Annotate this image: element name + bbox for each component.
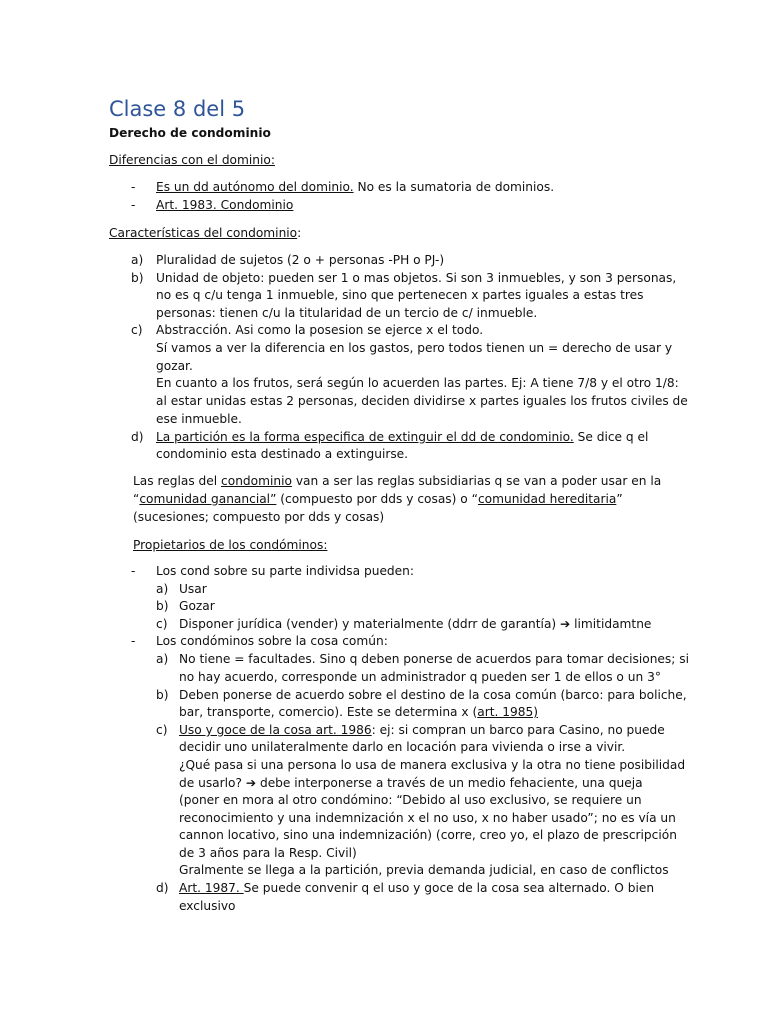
inline-link: comunidad ganancial” [139,492,277,506]
list-marker: - [131,564,136,578]
list-item-line: no es q c/u tenga 1 inmueble, sino que pertenecen x partes iguales a estas tres [156,288,644,302]
list-item-line: Gralmente se llega a la partición, previa demanda judicial, en caso de conflictos [179,863,669,877]
section-heading-diferencias: Diferencias con el dominio: [109,153,275,167]
list-item: Los condóminos sobre la cosa común: [156,634,388,648]
list-item-line: ¿Qué pasa si una persona lo usa de manera exclusiva y la otra no tiene posibilidad [179,758,686,772]
list-marker: - [131,198,136,212]
inline-link: Uso y goce de la cosa art. 1986 [179,723,372,737]
paragraph-line [133,491,623,509]
list-item-line: exclusivo [179,899,236,913]
list-item-line: reconocimiento y una indemnización x el no uso, x no haber usado”; no es vía un [179,811,676,825]
text-run: Las reglas del [133,474,222,488]
list-marker: d) [131,430,144,444]
list-item-line: (poner en mora al otro condómino: “Debido al uso exclusivo, se requiere un [179,793,642,807]
list-item-line: al estar unidas estas 2 personas, deciden dividirse x partes iguales los frutos civiles de [156,394,688,408]
list-item: Gozar [179,599,215,613]
list-item-line: Abstracción. Asi como la posesion se ejerce x el todo. [156,323,484,337]
list-marker: a) [131,253,144,267]
list-item-line [179,880,654,898]
list-item-line [179,704,538,722]
text-run: Disponer jurídica (vender) y materialmente (ddrr de garantía) [179,617,561,631]
list-item-line: ese inmueble. [156,412,242,426]
inline-link: Art. 1987. [179,881,244,895]
heading-colon: : [297,226,302,240]
list-marker: a) [156,582,169,596]
list-item-line: personas: tienen c/u la titularidad de un tercio de c/ inmueble. [156,306,538,320]
inline-link: art. 1985) [477,705,539,719]
text-run: Se puede convenir q el uso y goce de la cosa sea alternado. O bien [243,881,655,895]
list-item-line: condominio esta destinado a extinguirse. [156,447,409,461]
text-run: : ej: si compran un barco para Casino, no puede [371,723,665,737]
arrow-icon: ➔ [560,617,571,631]
list-item [156,179,554,197]
list-marker: b) [156,599,169,613]
text-run: limitidamtne [570,617,652,631]
text-run: debe interponerse a través de un medio fehaciente, una queja [256,776,643,790]
list-item: Los cond sobre su parte individsa pueden: [156,564,415,578]
list-item-line: Unidad de objeto: pueden ser 1 o mas objetos. Si son 3 inmuebles, y son 3 personas, [156,271,677,285]
list-item-line: decidir uno unilateralmente darlo en locación para vivienda o irse a vivir. [179,740,626,754]
list-item-line: no hay acuerdo, corresponde un administrador q pueden ser 1 de ellos o un 3° [179,670,661,684]
page-title: Clase 8 del 5 [109,97,246,121]
list-item: Usar [179,582,207,596]
list-item-line: Sí vamos a ver la diferencia en los gastos, pero todos tienen un = derecho de usar y [156,341,673,355]
section-heading-propietarios: Propietarios de los condóminos: [133,538,328,552]
list-marker: c) [156,617,168,631]
text-run: ” [616,492,623,506]
inline-link: comunidad hereditaria [477,492,617,506]
arrow-icon: ➔ [245,776,257,790]
list-marker: a) [156,652,169,666]
list-item-line [156,429,648,447]
list-marker: c) [156,723,168,737]
list-item-line: En cuanto a los frutos, será según lo acuerden las partes. Ej: A tiene 7/8 y el otro 1/8: [156,376,679,390]
list-marker: - [131,180,136,194]
list-marker: c) [131,323,143,337]
list-item-line: cannon locativo, sino una indemnización) (corre, creo yo, el plazo de prescripción [179,828,677,842]
paragraph-line [133,473,661,491]
section-heading-caracteristicas [109,225,301,243]
list-item-text: Se dice q el [573,430,649,444]
text-run: de usarlo? [179,776,246,790]
inline-link: Es un dd autónomo del dominio. [156,180,354,194]
list-marker: - [131,634,136,648]
text-run: van a ser las reglas subsidiarias q se van a poder usar en la [291,474,662,488]
list-item-line: No tiene = facultades. Sino q deben ponerse de acuerdos para tomar decisiones; si [179,652,689,666]
inline-link: La partición es la forma especifica de extinguir el dd de condominio. [156,430,574,444]
text-run: “ [133,492,140,506]
list-item-line [179,775,643,793]
list-item-line: gozar. [156,359,193,373]
list-marker: b) [131,271,144,285]
list-marker: d) [156,881,169,895]
heading-link: Características del condominio [109,226,298,240]
inline-link: condominio [221,474,292,488]
list-item: Pluralidad de sujetos (2 o + personas -PH o PJ-) [156,253,445,267]
list-item-link: Art. 1983. Condominio [156,198,294,212]
list-marker: b) [156,688,169,702]
list-item [179,616,651,634]
document-subtitle: Derecho de condominio [109,126,271,140]
text-run: (compuesto por dds y cosas) o “ [276,492,478,506]
paragraph-line: (sucesiones; compuesto por dds y cosas) [133,510,385,524]
list-item-line: Deben ponerse de acuerdo sobre el destino de la cosa común (barco: para boliche, [179,688,687,702]
list-item-line [179,722,665,740]
list-item-text: No es la sumatoria de dominios. [353,180,555,194]
list-item-line: de 3 años para la Resp. Civil) [179,846,357,860]
text-run: bar, transporte, comercio). Este se determina x ( [179,705,478,719]
